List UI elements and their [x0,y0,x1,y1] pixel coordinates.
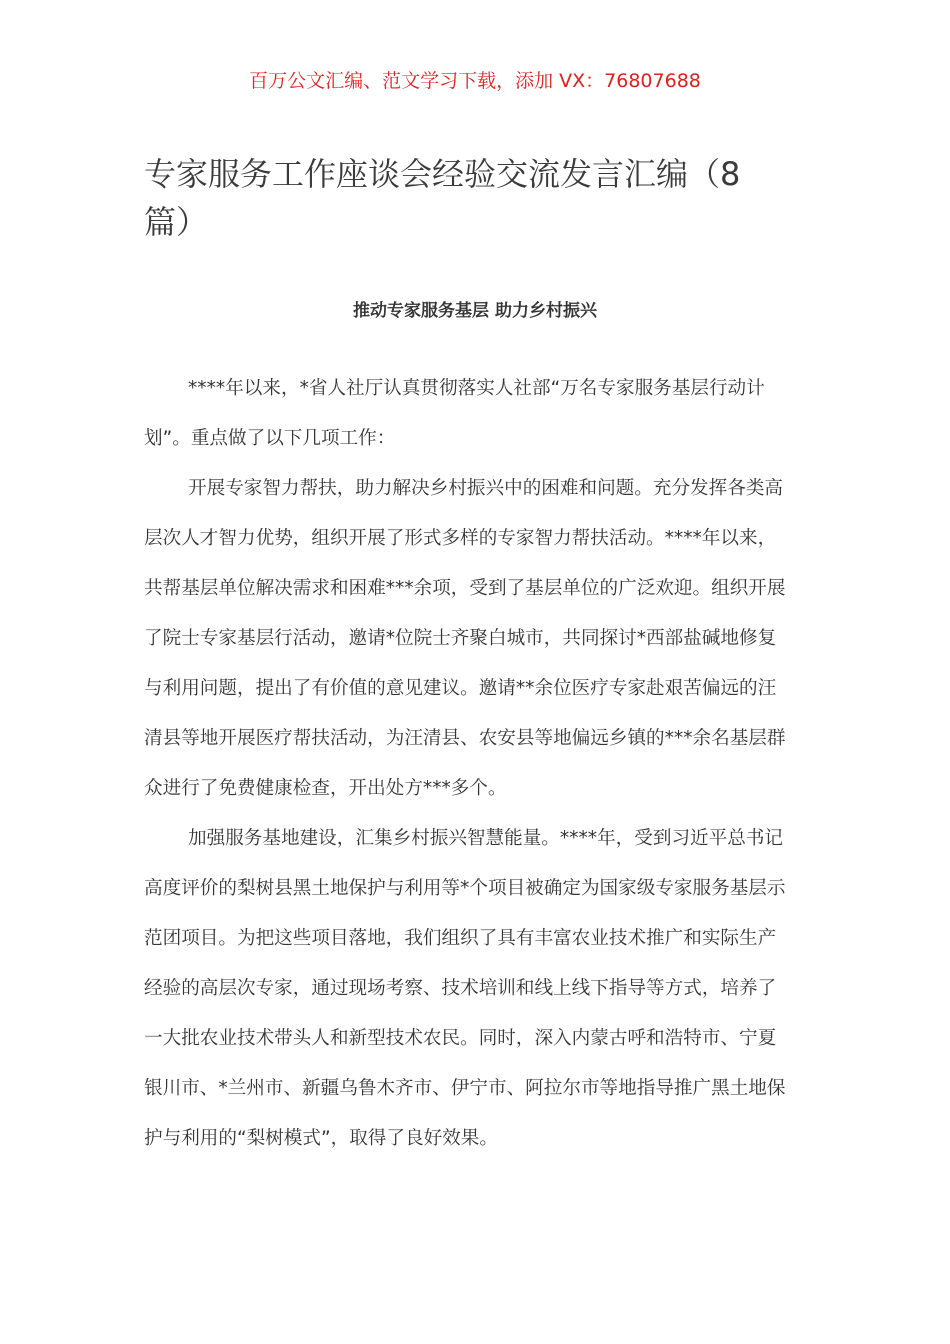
document-body [144,364,814,1164]
document-title [144,150,784,246]
paragraph-line: 与利用问题，提出了有价值的意见建议。邀请**余位医疗专家赴艰苦偏远的汪 [144,678,777,699]
paragraph-line: ****年以来，*省人社厅认真贯彻落实人社部“万名专家服务基层行动计 [188,378,765,399]
paragraph-line: 经验的高层次专家，通过现场考察、技术培训和线上线下指导等方式，培养了 [144,978,777,999]
paragraph-line: 开展专家智力帮扶，助力解决乡村振兴中的困难和问题。充分发挥各类高 [188,478,784,499]
paragraph-line: 清县等地开展医疗帮扶活动，为汪清县、农安县等地偏远乡镇的***余名基层群 [144,728,786,749]
paragraph-line: 护与利用的“梨树模式”，取得了良好效果。 [144,1128,498,1149]
header-banner: 百万公文汇编、范文学习下载，添加 VX：76807688 [249,70,701,92]
title-line: 篇） [144,203,209,241]
paragraph-line: 一大批农业技术带头人和新型技术农民。同时，深入内蒙古呼和浩特市、宁夏 [144,1028,777,1049]
paragraph-line: 加强服务基地建设，汇集乡村振兴智慧能量。****年，受到习近平总书记 [188,828,784,849]
paragraph-line: 了院士专家基层行活动，邀请*位院士齐聚白城市，共同探讨*西部盐碱地修复 [144,628,777,649]
paragraph-line: 高度评价的梨树县黑土地保护与利用等*个项目被确定为国家级专家服务基层示 [144,878,786,899]
section-subtitle: 推动专家服务基层 助力乡村振兴 [353,301,597,321]
paragraph-line: 共帮基层单位解决需求和困难***余项，受到了基层单位的广泛欢迎。组织开展 [144,578,786,599]
paragraph-line: 划”。重点做了以下几项工作： [144,428,396,449]
paragraph-line: 范团项目。为把这些项目落地，我们组织了具有丰富农业技术推广和实际生产 [144,928,777,949]
title-line: 专家服务工作座谈会经验交流发言汇编（8 [144,155,741,193]
paragraph [144,464,814,814]
paragraph-line: 层次人才智力优势，组织开展了形式多样的专家智力帮扶活动。****年以来， [144,528,777,549]
paragraph-line: 众进行了免费健康检查，开出处方***多个。 [144,778,507,799]
paragraph [144,814,814,1164]
paragraph [144,364,814,464]
paragraph-line: 银川市、*兰州市、新疆乌鲁木齐市、伊宁市、阿拉尔市等地指导推广黑土地保 [144,1078,786,1099]
